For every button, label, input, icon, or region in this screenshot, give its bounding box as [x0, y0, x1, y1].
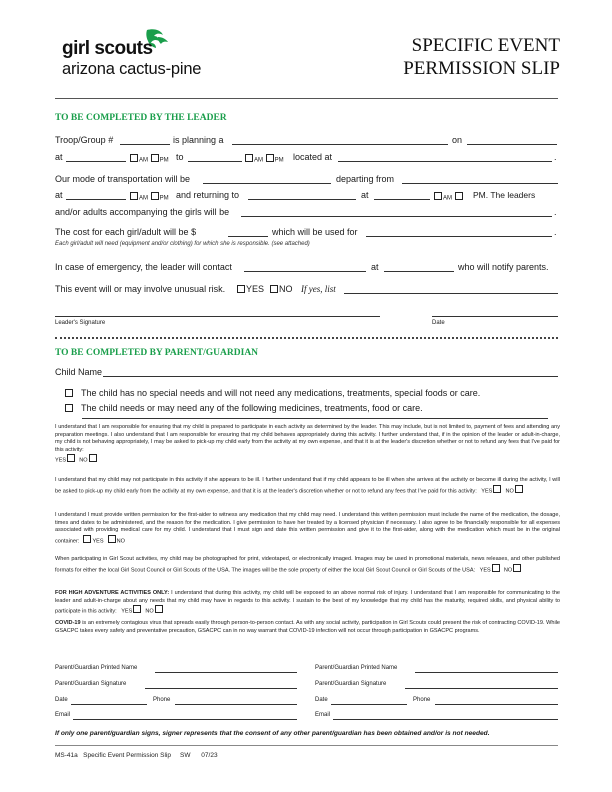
risk-list-field[interactable]: [344, 293, 558, 294]
phone-field-2[interactable]: [435, 704, 558, 705]
pm-label: PM: [159, 157, 169, 164]
am-label: AM: [139, 195, 148, 202]
if-yes-label: If yes, list: [301, 284, 336, 294]
medication-yes-checkbox[interactable]: [83, 535, 91, 543]
photo-yes-checkbox[interactable]: [492, 564, 500, 572]
cost-used-for-field[interactable]: [366, 236, 552, 237]
end-pm-checkbox[interactable]: [266, 154, 274, 162]
return-ampm: [433, 192, 464, 203]
at-label: at: [55, 190, 63, 200]
yes-label: YES: [479, 567, 491, 574]
return-time-field[interactable]: [374, 199, 430, 200]
high-adventure-paragraph: [55, 590, 560, 616]
notify-label: who will notify parents.: [458, 262, 549, 272]
on-label: on: [452, 135, 463, 145]
child-name-label: Child Name: [55, 367, 103, 377]
location-field[interactable]: [338, 161, 552, 162]
footer-divider: [55, 745, 558, 746]
returning-to-label: and returning to: [176, 190, 240, 200]
email-label-2: Email: [315, 712, 331, 718]
no-label: NO: [503, 567, 513, 574]
pm-label: PM: [274, 157, 284, 164]
responsibility-yes-checkbox[interactable]: [67, 454, 75, 462]
no-label: NO: [116, 538, 125, 545]
adults-label: and/or adults accompanying the girls will be: [55, 207, 230, 217]
signature-label-2: Parent/Guardian Signature: [315, 681, 387, 687]
depart-pm-checkbox[interactable]: [151, 192, 159, 200]
return-am-checkbox[interactable]: [434, 192, 442, 200]
title-line-2: PERMISSION SLIP: [403, 58, 560, 79]
phone-label-2: Phone: [413, 697, 431, 703]
date-label-1: Date: [55, 697, 68, 703]
departing-from-field[interactable]: [402, 183, 558, 184]
transport-label: Our mode of transportation will be: [55, 174, 191, 184]
yes-label: YES: [55, 457, 67, 464]
depart-am-checkbox[interactable]: [130, 192, 138, 200]
no-label: NO: [79, 457, 88, 464]
logo-line-1: girl scouts: [62, 38, 153, 59]
event-name-field[interactable]: [232, 144, 448, 145]
am-label: AM: [254, 157, 263, 164]
needs-checkbox[interactable]: [65, 404, 73, 412]
photo-text: When participating in Girl Scout activities, my child may be photographed for print, videotaped, or electronically imaged. Images may be used in promotional materials, news releases, and other published formats for either the local Girl Scout Council or Girl Scouts of the USA. The images will be the sole property of either the local Girl Scout Council or Girl Scouts of the USA:: [55, 556, 560, 574]
at-label: at: [55, 152, 63, 162]
medication-text: I understand I must provide written permission for the first-aider to witness any medication that my child may need. I understand this written permission must include the name of the medication, the dosage, times and dates to be administered, and the reason for the medication. I give permission to have her treated by a licensed physician if necessary. I also agree to be financially responsible for all expenses associated with providing medical care for my child. I understand that I must sign and date this written permission and give it to the first-aider, along with the medication which must be in the original container:: [55, 512, 560, 545]
depart-ampm: [129, 192, 169, 203]
end-ampm: [244, 154, 284, 165]
end-am-checkbox[interactable]: [245, 154, 253, 162]
cost-note: Each girl/adult will need (equipment and/or clothing) for which she is responsible. (see attached): [55, 241, 310, 247]
phone-label-1: Phone: [153, 697, 171, 703]
section-divider: [55, 337, 558, 339]
illness-no-checkbox[interactable]: [515, 485, 523, 493]
adults-field[interactable]: [241, 216, 552, 217]
email-field-1[interactable]: [73, 719, 297, 720]
leader-signature-field[interactable]: [55, 316, 380, 317]
date-label-2: Date: [315, 697, 328, 703]
printed-name-field-2[interactable]: [415, 672, 558, 673]
used-for-label: which will be used for: [272, 227, 358, 237]
option-no-needs: [64, 388, 480, 399]
no-label: NO: [279, 284, 293, 294]
cost-field[interactable]: [228, 236, 268, 237]
leader-signature-label: Leader's Signature: [55, 320, 106, 326]
at-label: at: [371, 262, 379, 272]
high-adventure-no-checkbox[interactable]: [155, 605, 163, 613]
date-field-2[interactable]: [331, 704, 407, 705]
no-needs-checkbox[interactable]: [65, 389, 73, 397]
start-time-field[interactable]: [66, 161, 126, 162]
title-line-1: SPECIFIC EVENT: [411, 35, 560, 56]
medication-no-checkbox[interactable]: [108, 535, 116, 543]
no-label: NO: [145, 608, 154, 615]
leader-section-heading: TO BE COMPLETED BY THE LEADER: [55, 113, 227, 123]
illness-yes-checkbox[interactable]: [493, 485, 501, 493]
returning-to-field[interactable]: [248, 199, 356, 200]
am-label: AM: [139, 157, 148, 164]
responsibility-paragraph: [55, 424, 560, 465]
form-id: MS-41a Specific Event Permission Slip SW 07/23: [55, 752, 218, 759]
photo-no-checkbox[interactable]: [513, 564, 521, 572]
responsibility-text: I understand that I am responsible for ensuring that my child is prepared to participate in each activity as determined by the leader. This may include, but is not limited to, payment of fees and attending any preparation meetings. I also understand that I am responsible for ensuring that my child behaves appropriately during this activity. I further understand that, if in the opinion of the leader or adult-in-charge, my child is not behaving appropriately, I may be asked to pick-up my child early from the activity at my own expense, and that it is at the leader's discretion whether or not to refund any fees that I've paid for this activity:: [55, 424, 560, 453]
responsibility-no-checkbox[interactable]: [89, 454, 97, 462]
pm-label: PM: [159, 195, 169, 202]
covid-heading: COVID-19: [55, 620, 81, 626]
start-pm-checkbox[interactable]: [151, 154, 159, 162]
troop-label: Troop/Group #: [55, 135, 114, 145]
risk-yes-checkbox[interactable]: [237, 285, 245, 293]
end-time-field[interactable]: [188, 161, 242, 162]
leader-date-label: Date: [432, 320, 445, 326]
event-date-field[interactable]: [467, 144, 557, 145]
high-adventure-text: I understand that during this activity, my child will be exposed to an above normal risk of injury. I understand that I am responsible for communicating to the leader and adult-in-charge about any needs that my child may have in regards to this activity. I sustain to the best of my knowledge that my child has the maturity, required skills, and physical ability to participate in this activity:: [55, 590, 560, 615]
consent-note: If only one parent/guardian signs, signer represents that the consent of any other parent/guardian has been obtained and/or is not needed.: [55, 730, 490, 737]
emergency-phone-field[interactable]: [384, 271, 454, 272]
transport-field[interactable]: [203, 183, 331, 184]
located-at-label: located at: [293, 152, 333, 162]
printed-name-label-2: Parent/Guardian Printed Name: [315, 665, 398, 671]
at-label: at: [361, 190, 369, 200]
child-name-field[interactable]: [103, 376, 558, 377]
start-ampm: [129, 154, 169, 165]
cost-label: The cost for each girl/adult will be $: [55, 227, 197, 237]
illness-text: I understand that my child may not participate in this activity if she appears to be ill. I further understand that if my child appears to be ill when she arrives at the activity or become ill during the activity, I will be asked to pick-up my child early from the activity at my own expense, and that it is at the leader's discretion whether or not to refund any fees that I've paid for this activity:: [55, 477, 560, 495]
covid-text: is an extremely contagious virus that spreads easily through person-to-person contact. As with any social activity, participation in Girl Scouts could present the risk of contracting COVID-19. While GSACPC takes every safety and preventative precaution, GSACPC can in no way warrant that COVID-19 infection will not occur through participation in GSACPC programs.: [55, 620, 560, 634]
needs-label: The child needs or may need any of the following medicines, treatments, food or care.: [81, 403, 423, 413]
date-field-1[interactable]: [71, 704, 147, 705]
page-title: [403, 34, 560, 80]
return-pm-checkbox[interactable]: [455, 192, 463, 200]
covid-paragraph: [55, 620, 560, 635]
pm-leaders-label: PM. The leaders: [473, 190, 536, 200]
start-am-checkbox[interactable]: [130, 154, 138, 162]
option-needs: [64, 403, 423, 414]
signature-label-1: Parent/Guardian Signature: [55, 681, 127, 687]
emergency-label: In case of emergency, the leader will contact: [55, 262, 232, 272]
phone-field-1[interactable]: [175, 704, 297, 705]
high-adventure-heading: FOR HIGH ADVENTURE ACTIVITIES ONLY:: [55, 590, 170, 596]
illness-paragraph: [55, 477, 560, 496]
signature-field-1[interactable]: [145, 688, 297, 689]
high-adventure-yes-checkbox[interactable]: [133, 605, 141, 613]
email-label-1: Email: [55, 712, 71, 718]
printed-name-field-1[interactable]: [155, 672, 297, 673]
am-label: AM: [443, 195, 452, 202]
period: .: [554, 152, 557, 162]
no-label: NO: [505, 488, 514, 495]
period: .: [554, 227, 557, 237]
logo: [62, 28, 202, 84]
photo-paragraph: [55, 556, 560, 575]
yes-label: YES: [246, 284, 265, 294]
risk-no-checkbox[interactable]: [270, 285, 278, 293]
to-label: to: [176, 152, 184, 162]
emergency-contact-field[interactable]: [244, 271, 366, 272]
period: .: [554, 207, 557, 217]
depart-time-field[interactable]: [66, 199, 126, 200]
risk-label: This event will or may involve unusual risk.: [55, 284, 226, 294]
no-needs-label: The child has no special needs and will not need any medications, treatments, special foods or care.: [81, 388, 481, 398]
printed-name-label-1: Parent/Guardian Printed Name: [55, 665, 138, 671]
parent-section-heading: TO BE COMPLETED BY PARENT/GUARDIAN: [55, 348, 259, 358]
medication-paragraph: [55, 512, 560, 546]
email-field-2[interactable]: [333, 719, 558, 720]
header-divider: [55, 98, 558, 99]
yes-label: YES: [481, 488, 493, 495]
troop-number-field[interactable]: [120, 144, 170, 145]
needs-list-field[interactable]: [82, 418, 548, 419]
yes-label: YES: [92, 538, 104, 545]
is-planning-label: is planning a: [173, 135, 224, 145]
signature-field-2[interactable]: [405, 688, 558, 689]
yes-label: YES: [121, 608, 133, 615]
departing-from-label: departing from: [336, 174, 395, 184]
logo-line-2: arizona cactus-pine: [62, 60, 202, 78]
leader-date-field[interactable]: [432, 316, 558, 317]
risk-options: [236, 284, 293, 295]
